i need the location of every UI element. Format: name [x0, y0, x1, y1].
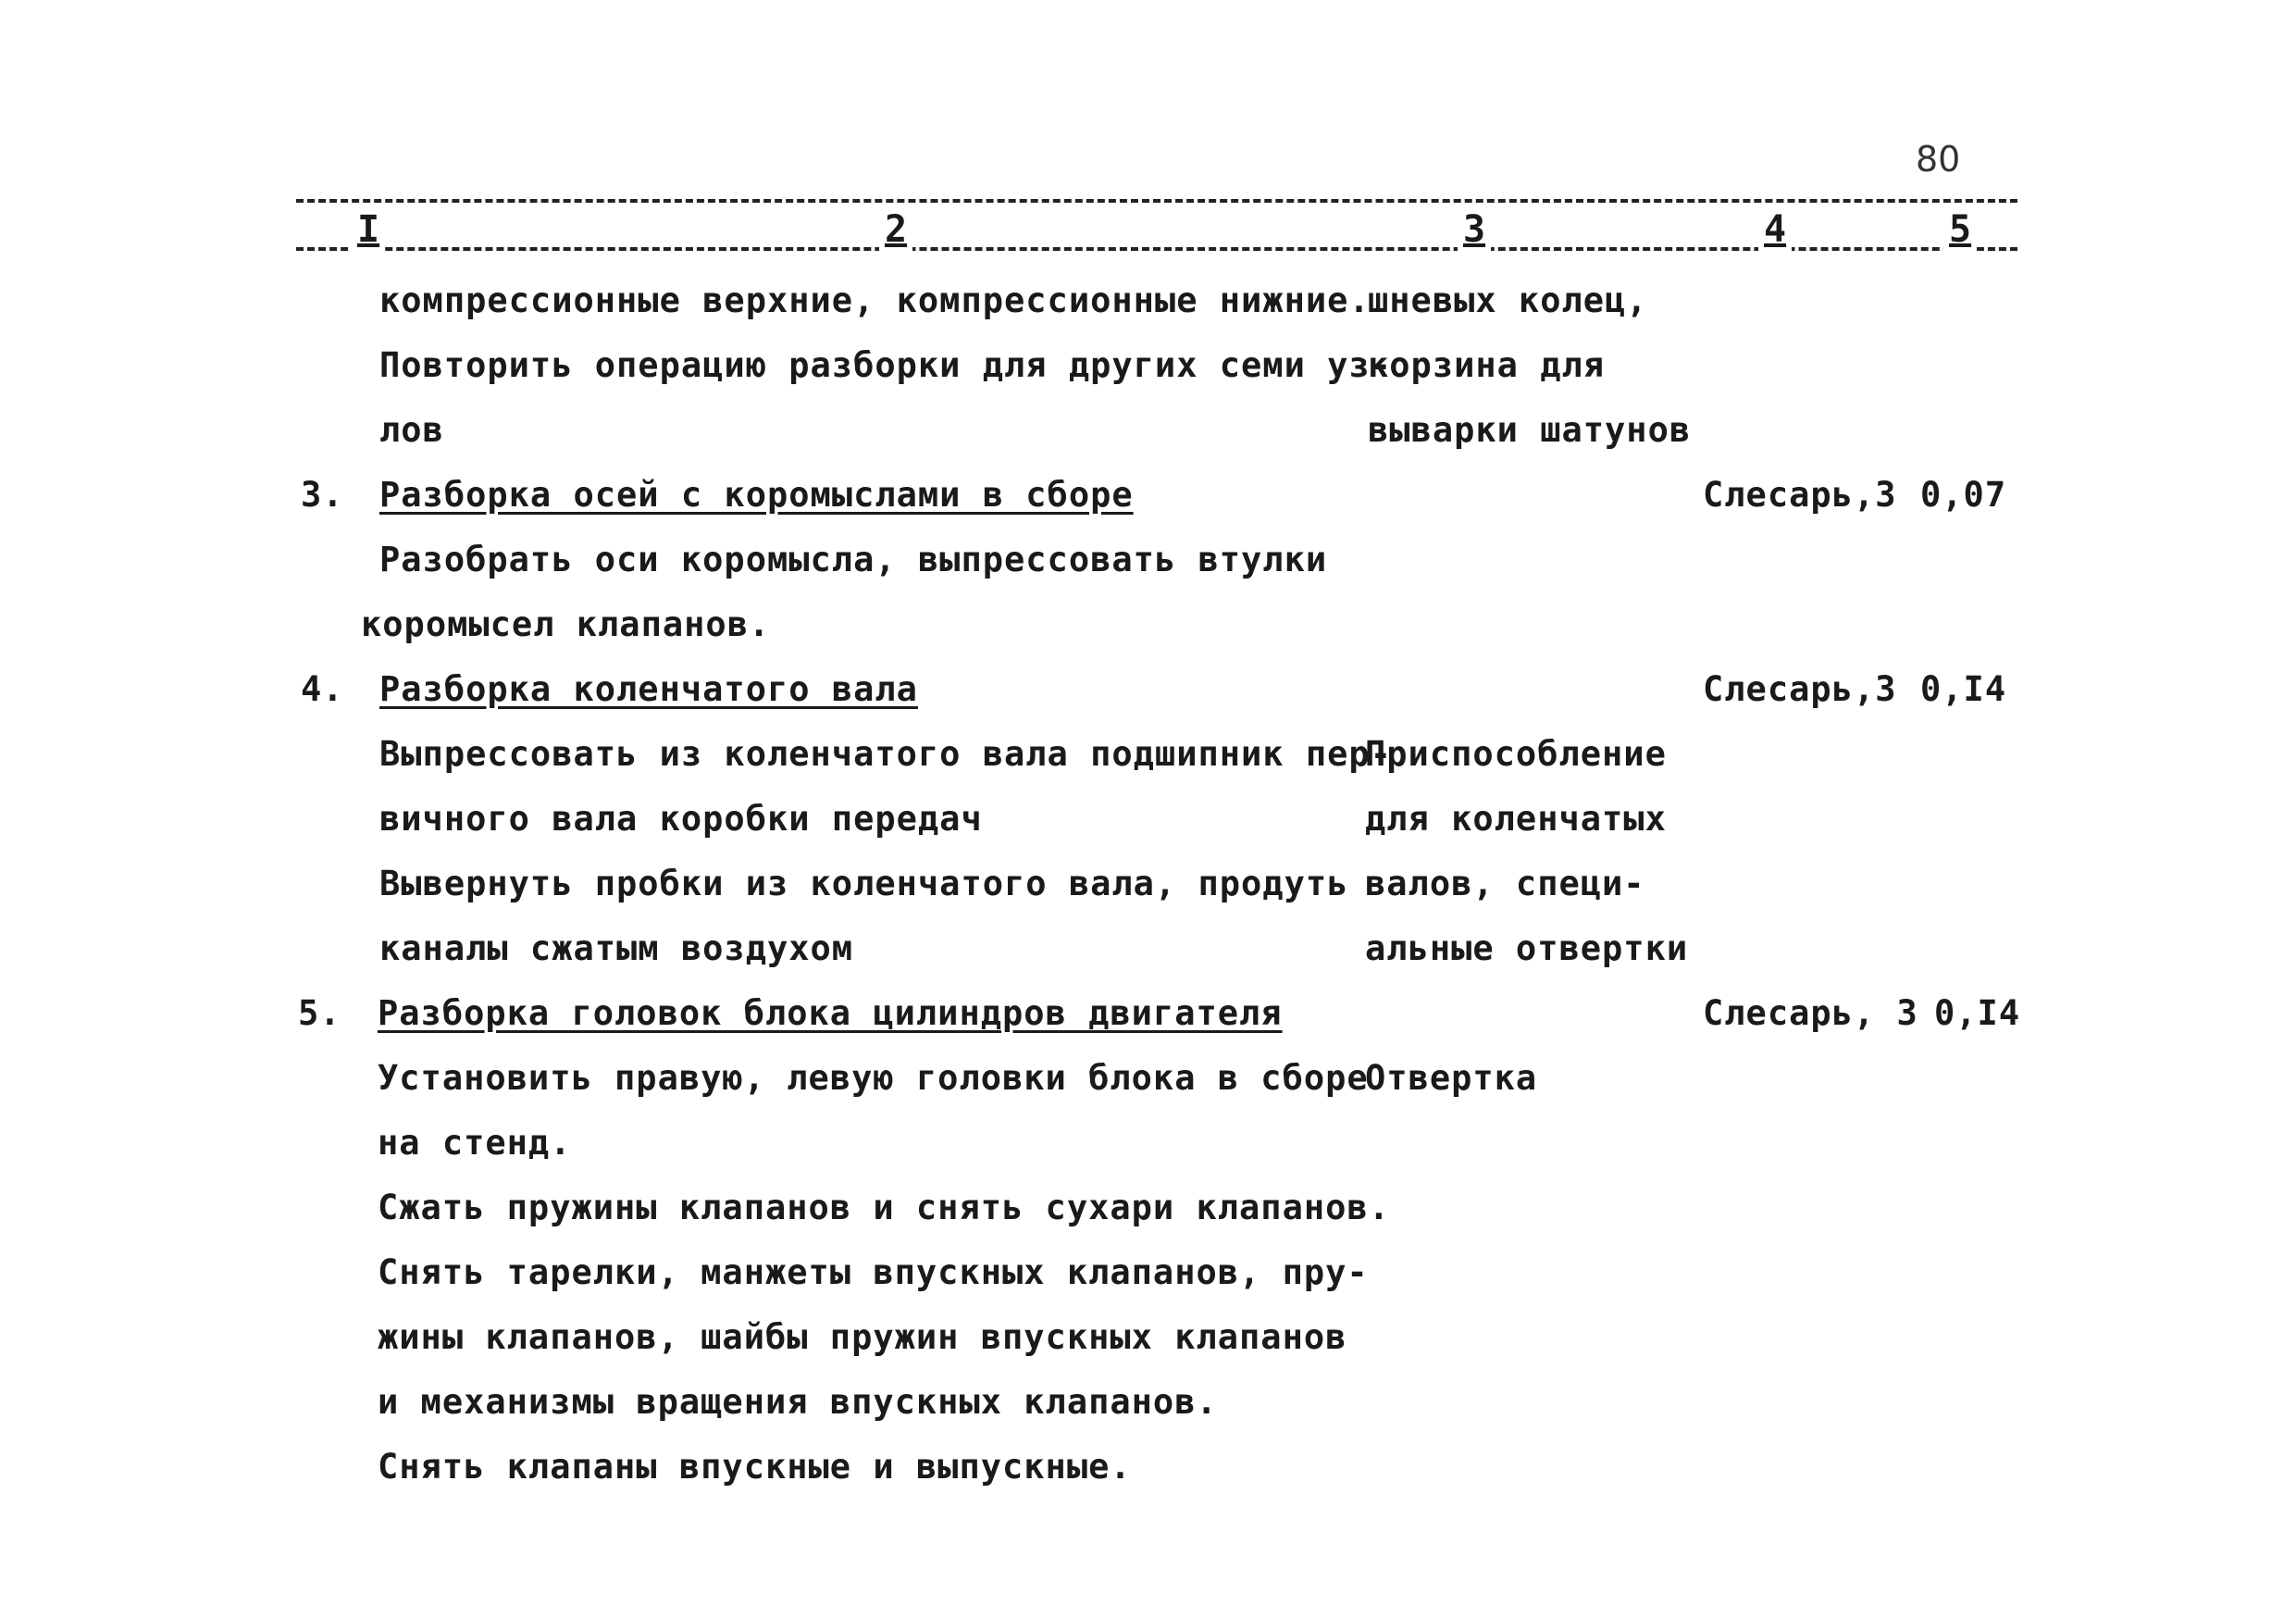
op-line: Выпрессовать из коленчатого вала подшипник пер-	[379, 734, 1392, 774]
header-col-3: 3	[1458, 208, 1491, 251]
op-worker: Слесарь, 3	[1703, 993, 1918, 1033]
op-tool: Приспособление	[1365, 734, 1667, 774]
op-line: Снять тарелки, манжеты впускных клапанов, пру-	[378, 1252, 1369, 1292]
op-tool: для коленчатых	[1365, 799, 1667, 839]
header-col-5: 5	[1943, 208, 1977, 251]
cont-line: Повторить операцию разборки для других семи уз-	[379, 345, 1392, 385]
op-number: 3.	[301, 475, 344, 515]
op-tool: альные отвертки	[1365, 928, 1689, 968]
op-line: Сжать пружины клапанов и снять сухари клапанов.	[378, 1188, 1390, 1227]
op-worker: Слесарь,3	[1703, 669, 1897, 709]
op-tool: Отвертка	[1365, 1058, 1538, 1098]
cont-tool: выварки шатунов	[1368, 410, 1692, 450]
header-col-2: 2	[879, 208, 912, 251]
op-title: Разборка коленчатого вала	[379, 669, 918, 709]
op-number: 5.	[298, 993, 341, 1033]
table-header-row	[296, 208, 2017, 255]
table-top-rule	[296, 199, 2017, 203]
op-line: Установить правую, левую головки блока в сборе	[378, 1058, 1369, 1098]
cont-tool: шневых колец,	[1368, 280, 1648, 320]
op-line: Вывернуть пробки из коленчатого вала, продуть	[379, 864, 1349, 903]
op-line: вичного вала коробки передач	[379, 799, 983, 839]
cont-line: лов	[379, 410, 444, 450]
cont-line: компрессионные верхние, компрессионные нижние.	[379, 280, 1371, 320]
op-line: жины клапанов, шайбы пружин впускных клапанов	[378, 1317, 1347, 1357]
op-line: Снять клапаны впускные и выпускные.	[378, 1447, 1132, 1487]
op-time: 0,07	[1920, 475, 2007, 515]
page-number: 80	[1916, 139, 1961, 180]
op-number: 4.	[301, 669, 344, 709]
op-line: на стенд.	[378, 1123, 572, 1163]
op-line: Разобрать оси коромысла, выпрессовать втулки	[379, 540, 1328, 579]
header-col-4: 4	[1758, 208, 1792, 251]
op-title: Разборка осей с коромыслами в сборе	[379, 475, 1134, 515]
op-line: каналы сжатым воздухом	[379, 928, 854, 968]
op-time: 0,I4	[1920, 669, 2007, 709]
op-line: и механизмы вращения впускных клапанов.	[378, 1382, 1218, 1422]
header-col-1: I	[352, 208, 385, 251]
op-line: коромысел клапанов.	[361, 604, 771, 644]
op-tool: валов, специ-	[1365, 864, 1645, 903]
op-worker: Слесарь,3	[1703, 475, 1897, 515]
cont-tool: корзина для	[1368, 345, 1606, 385]
op-title: Разборка головок блока цилиндров двигателя	[378, 993, 1283, 1033]
op-time: 0,I4	[1934, 993, 2021, 1033]
